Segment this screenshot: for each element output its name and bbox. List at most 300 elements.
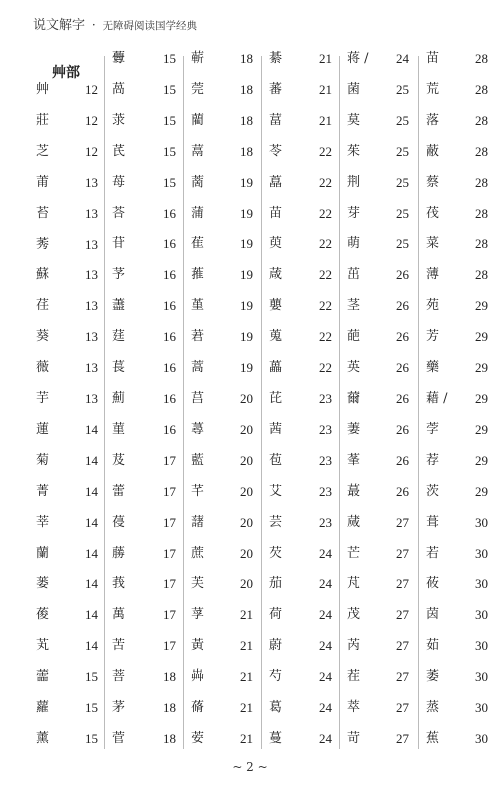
- entry-page-number: 30: [475, 700, 488, 716]
- entry-page-number: 15: [85, 731, 98, 746]
- entry-page-number: 22: [319, 298, 332, 314]
- entry-page-number: 24: [319, 731, 332, 746]
- index-entry: [420, 482, 492, 502]
- entry-character: 茱: [347, 143, 361, 159]
- entry-page-number: 25: [396, 81, 409, 97]
- entry-character: 苔: [36, 205, 50, 221]
- index-entry: [30, 513, 102, 533]
- entry-character: 茬: [347, 669, 361, 685]
- entry-character: 蔓: [269, 731, 283, 746]
- entry-page-number: 16: [163, 329, 176, 345]
- entry-page-number: 20: [240, 483, 253, 499]
- series-subtitle: 无障碍阅读国学经典: [102, 20, 197, 32]
- entry-character: 若: [426, 545, 440, 561]
- entry-character: 蒿: [191, 360, 205, 376]
- entry-character: 莊: [36, 112, 50, 128]
- entry-character: 菜: [426, 236, 440, 252]
- index-entry: [185, 111, 257, 131]
- entry-page-number: 14: [85, 421, 98, 437]
- entry-character: 葠: [112, 514, 126, 530]
- entry-character: 蒇: [347, 514, 361, 530]
- entry-page-number: 19: [240, 236, 253, 252]
- entry-page-number: 17: [163, 638, 176, 654]
- entry-page-number: 29: [475, 421, 488, 437]
- entry-page-number: 27: [396, 607, 409, 623]
- entry-character: 落: [426, 112, 440, 128]
- entry-character: 蕉: [426, 731, 440, 746]
- index-entry: [185, 667, 257, 687]
- index-entry: [106, 451, 180, 471]
- entry-character: 芧: [112, 267, 126, 283]
- index-entry: [30, 173, 102, 193]
- entry-character: 萸: [269, 236, 283, 252]
- entry-character: 芙: [191, 576, 205, 592]
- entry-character: 萃: [347, 700, 361, 716]
- entry-page-number: 30: [475, 731, 488, 746]
- entry-page-number: 22: [319, 267, 332, 283]
- entry-character: 葴: [269, 267, 283, 283]
- index-entry: [263, 636, 336, 656]
- section-title: 艸部: [52, 65, 80, 81]
- index-entry: [106, 667, 180, 687]
- index-entry: [263, 234, 336, 254]
- entry-character: 蕃: [269, 81, 283, 97]
- index-entry: [106, 142, 180, 162]
- entry-character: 蒌: [36, 576, 50, 592]
- entry-character: 蒸: [426, 700, 440, 716]
- index-entry: [263, 451, 336, 471]
- index-entry: [341, 296, 413, 316]
- entry-page-number: 14: [85, 452, 98, 468]
- entry-character: 荌: [191, 731, 205, 746]
- entry-page-number: 13: [85, 174, 98, 190]
- index-column-6: [420, 51, 492, 749]
- entry-page-number: 21: [240, 638, 253, 654]
- index-entry: [185, 729, 257, 749]
- entry-character: 荏: [36, 298, 50, 314]
- index-entry: [341, 667, 413, 687]
- entry-page-number: 25: [396, 174, 409, 190]
- entry-character: 芡: [269, 545, 283, 561]
- entry-page-number: 29: [475, 391, 488, 406]
- entry-character: 芔: [191, 669, 205, 685]
- entry-character: 蔐: [191, 174, 205, 190]
- entry-page-number: 23: [319, 514, 332, 530]
- entry-character: 葩: [347, 329, 361, 345]
- entry-page-number: 24: [319, 576, 332, 592]
- index-entry: [420, 698, 492, 718]
- index-entry: [263, 142, 336, 162]
- entry-character: 苑: [426, 298, 440, 314]
- index-entry: [106, 420, 180, 440]
- entry-character: 菫: [112, 421, 126, 437]
- entry-character: 苗: [426, 51, 440, 66]
- index-entry: [106, 513, 180, 533]
- column-divider: [339, 56, 340, 749]
- entry-page-number: 14: [85, 607, 98, 623]
- entry-page-number: 15: [163, 112, 176, 128]
- index-entry: [263, 544, 336, 564]
- index-entry: [420, 544, 492, 564]
- entry-character: 芸: [269, 514, 283, 530]
- entry-page-number: 22: [319, 360, 332, 376]
- entry-page-number: 27: [396, 669, 409, 685]
- index-entry: [263, 49, 336, 69]
- index-entry: [420, 636, 492, 656]
- entry-page-number: 30: [475, 514, 488, 530]
- index-entry: [420, 358, 492, 378]
- entry-character: 蘇: [36, 267, 50, 283]
- entry-character: 蔽: [426, 143, 440, 159]
- entry-page-number: 26: [396, 452, 409, 468]
- entry-character: 蘿: [36, 700, 50, 716]
- entry-character: 苦: [112, 638, 126, 654]
- entry-character: 藍: [191, 452, 205, 468]
- entry-page-number: 22: [319, 236, 332, 252]
- index-entry: [185, 636, 257, 656]
- index-entry: [341, 513, 413, 533]
- index-entry: [106, 636, 180, 656]
- index-entry: [30, 358, 102, 378]
- book-title: 说文解字: [33, 18, 86, 33]
- entry-character: 藷: [191, 514, 205, 530]
- entry-character: 苷: [112, 236, 126, 252]
- entry-page-number: 16: [163, 205, 176, 221]
- index-entry: [341, 49, 413, 69]
- entry-page-number: 15: [85, 669, 98, 685]
- index-entry: [263, 111, 336, 131]
- index-entry: [341, 389, 413, 409]
- entry-page-number: 24: [319, 607, 332, 623]
- entry-character: 茜: [269, 421, 283, 437]
- entry-page-number: 21: [240, 731, 253, 746]
- index-entry: [30, 389, 102, 409]
- index-entry: [30, 451, 102, 471]
- entry-page-number: 13: [85, 360, 98, 376]
- index-entry: [341, 234, 413, 254]
- entry-page-number: 27: [396, 514, 409, 530]
- entry-page-number: 16: [163, 236, 176, 252]
- entry-character: 蓷: [191, 267, 205, 283]
- entry-page-number: 16: [163, 267, 176, 283]
- entry-character: 蔗: [191, 545, 205, 561]
- entry-page-number: 27: [396, 731, 409, 746]
- entry-character: 茷: [426, 205, 440, 221]
- index-entry: [263, 729, 336, 749]
- entry-character: 莑: [347, 452, 361, 468]
- entry-page-number: 26: [396, 421, 409, 437]
- index-entry: [341, 729, 413, 749]
- index-entry: [185, 327, 257, 347]
- entry-character: 葍: [269, 112, 283, 128]
- entry-page-number: 27: [396, 545, 409, 561]
- entry-character: 莙: [191, 329, 205, 345]
- index-entry: [263, 513, 336, 533]
- index-entry: [185, 296, 257, 316]
- index-entry: [30, 420, 102, 440]
- entry-page-number: 24: [319, 545, 332, 561]
- entry-page-number: 18: [163, 731, 176, 746]
- entry-page-number: 15: [163, 143, 176, 159]
- index-entry: [263, 482, 336, 502]
- column-divider: [183, 56, 184, 749]
- entry-page-number: 29: [475, 483, 488, 499]
- entry-page-number: 19: [240, 174, 253, 190]
- index-entry: [341, 544, 413, 564]
- entry-character: 莜: [426, 576, 440, 592]
- entry-page-number: 25: [396, 205, 409, 221]
- entry-page-number: 21: [319, 112, 332, 128]
- entry-character: 藉 /: [426, 391, 448, 406]
- entry-page-number: 21: [319, 81, 332, 97]
- index-entry: [30, 111, 102, 131]
- entry-character: 萇: [112, 360, 126, 376]
- entry-character: 芊: [191, 483, 205, 499]
- entry-character: 芘: [269, 391, 283, 406]
- index-entry: [420, 296, 492, 316]
- entry-character: 芝: [36, 143, 50, 159]
- index-entry: [341, 358, 413, 378]
- index-entry: [341, 142, 413, 162]
- entry-page-number: 19: [240, 360, 253, 376]
- index-entry: [30, 142, 102, 162]
- index-entry: [341, 420, 413, 440]
- entry-character: 莠: [36, 236, 50, 252]
- index-entry: [420, 173, 492, 193]
- index-entry: [420, 605, 492, 625]
- index-entry: [30, 80, 102, 100]
- index-entry: [420, 265, 492, 285]
- index-entry: [341, 698, 413, 718]
- entry-character: 蕞: [347, 483, 361, 499]
- entry-page-number: 23: [319, 421, 332, 437]
- index-entry: [263, 265, 336, 285]
- entry-page-number: 17: [163, 514, 176, 530]
- index-entry: [106, 358, 180, 378]
- entry-character: 菩: [112, 669, 126, 685]
- index-entry: [341, 173, 413, 193]
- entry-page-number: 30: [475, 607, 488, 623]
- index-entry: [185, 358, 257, 378]
- entry-character: 茄: [269, 576, 283, 592]
- entry-character: 茁: [347, 267, 361, 283]
- entry-character: 莛: [112, 329, 126, 345]
- index-entry: [263, 296, 336, 316]
- index-entry: [420, 729, 492, 749]
- index-entry: [263, 667, 336, 687]
- entry-page-number: 12: [85, 143, 98, 159]
- entry-character: 莞: [191, 81, 205, 97]
- entry-character: 蒐: [269, 329, 283, 345]
- entry-character: 薊: [112, 391, 126, 406]
- entry-page-number: 27: [396, 700, 409, 716]
- entry-character: 葺: [426, 514, 440, 530]
- entry-page-number: 13: [85, 205, 98, 221]
- entry-character: 苺: [112, 174, 126, 190]
- column-divider: [261, 56, 262, 749]
- entry-character: 芍: [269, 669, 283, 685]
- index-entry: [263, 358, 336, 378]
- entry-page-number: 23: [319, 483, 332, 499]
- entry-character: 苞: [269, 452, 283, 468]
- entry-page-number: 17: [163, 545, 176, 561]
- index-entry: [185, 605, 257, 625]
- index-entry: [106, 544, 180, 564]
- entry-page-number: 14: [85, 545, 98, 561]
- entry-page-number: 18: [240, 51, 253, 66]
- index-entry: [106, 80, 180, 100]
- entry-character: 堇: [191, 298, 205, 314]
- index-entry: [263, 173, 336, 193]
- index-entry: [185, 482, 257, 502]
- entry-page-number: 28: [475, 174, 488, 190]
- entry-character: 蘡: [269, 298, 283, 314]
- entry-character: 虋: [112, 51, 126, 66]
- entry-page-number: 19: [240, 298, 253, 314]
- entry-character: 莩: [191, 607, 205, 623]
- entry-page-number: 26: [396, 391, 409, 406]
- entry-character: 蒲: [191, 205, 205, 221]
- index-entry: [30, 729, 102, 749]
- index-entry: [420, 204, 492, 224]
- entry-character: 莒: [191, 391, 205, 406]
- entry-page-number: 16: [163, 391, 176, 406]
- index-entry: [106, 111, 180, 131]
- entry-character: 薄: [426, 267, 440, 283]
- entry-page-number: 19: [240, 267, 253, 283]
- index-entry: [106, 296, 180, 316]
- entry-character: 茵: [426, 607, 440, 623]
- index-entry: [30, 698, 102, 718]
- index-column-5: [341, 51, 413, 749]
- entry-character: 薾: [347, 391, 361, 406]
- entry-page-number: 24: [396, 51, 409, 66]
- entry-page-number: 24: [319, 669, 332, 685]
- index-entry: [341, 574, 413, 594]
- entry-page-number: 24: [319, 638, 332, 654]
- index-entry: [420, 513, 492, 533]
- index-entry: [263, 389, 336, 409]
- entry-character: 蕂: [112, 545, 126, 561]
- index-entry: [30, 667, 102, 687]
- index-entry: [420, 234, 492, 254]
- entry-character: 莆: [36, 174, 50, 190]
- index-entry: [30, 574, 102, 594]
- entry-page-number: 25: [396, 143, 409, 159]
- entry-character: 藥: [426, 360, 440, 376]
- entry-page-number: 13: [85, 298, 98, 314]
- entry-character: 蕲: [191, 51, 205, 66]
- entry-page-number: 29: [475, 452, 488, 468]
- entry-page-number: 29: [475, 360, 488, 376]
- entry-character: 芋: [36, 391, 50, 407]
- entry-page-number: 17: [163, 607, 176, 623]
- entry-character: 藟: [269, 360, 283, 376]
- entry-page-number: 21: [240, 700, 253, 716]
- entry-character: 萬: [112, 607, 126, 623]
- entry-character: 萌: [347, 236, 361, 252]
- entry-page-number: 20: [240, 514, 253, 530]
- entry-page-number: 12: [85, 82, 98, 97]
- entry-page-number: 26: [396, 329, 409, 345]
- entry-page-number: 25: [396, 236, 409, 252]
- entry-character: 莘: [36, 514, 50, 530]
- entry-character: 莍: [112, 112, 126, 128]
- entry-page-number: 29: [475, 329, 488, 345]
- index-entry: [185, 204, 257, 224]
- index-entry: [185, 513, 257, 533]
- entry-character: 藠: [269, 174, 283, 190]
- index-entry: [420, 80, 492, 100]
- entry-character: 菊: [36, 452, 50, 468]
- index-entry: [185, 574, 257, 594]
- entry-character: 茅: [112, 700, 126, 716]
- entry-character: 藎: [112, 298, 126, 314]
- entry-character: 蒚: [191, 143, 205, 159]
- index-entry: [263, 574, 336, 594]
- index-entry: [30, 482, 102, 502]
- entry-character: 黃: [191, 638, 205, 654]
- index-entry: [420, 142, 492, 162]
- entry-character: 萵: [112, 81, 126, 97]
- index-entry: [420, 667, 492, 687]
- index-entry: [30, 265, 102, 285]
- entry-page-number: 22: [319, 174, 332, 190]
- entry-character: 葛: [269, 700, 283, 716]
- entry-character: 蕾: [112, 483, 126, 499]
- entry-page-number: 27: [396, 638, 409, 654]
- entry-character: 葵: [36, 329, 50, 345]
- entry-character: 茎: [347, 298, 361, 314]
- entry-page-number: 15: [85, 700, 98, 716]
- entry-page-number: 22: [319, 143, 332, 159]
- index-entry: [185, 173, 257, 193]
- entry-character: 荆: [347, 174, 361, 190]
- entry-page-number: 28: [475, 51, 488, 66]
- entry-character: 蓨: [191, 700, 205, 716]
- index-entry: [106, 49, 180, 69]
- index-entry: [30, 327, 102, 347]
- entry-character: 芳: [426, 329, 440, 345]
- entry-page-number: 18: [163, 669, 176, 685]
- index-entry: [263, 698, 336, 718]
- entry-character: 荐: [426, 452, 440, 468]
- entry-character: 芒: [347, 545, 361, 561]
- entry-page-number: 15: [163, 51, 176, 66]
- entry-page-number: 14: [85, 514, 98, 530]
- entry-character: 荷: [269, 607, 283, 623]
- entry-character: 蕁: [191, 421, 205, 437]
- entry-page-number: 28: [475, 236, 488, 252]
- index-entry: [30, 204, 102, 224]
- entry-character: 蔡: [426, 174, 440, 190]
- entry-page-number: 30: [475, 576, 488, 592]
- index-column-3: [185, 51, 257, 749]
- entry-page-number: 18: [240, 143, 253, 159]
- index-entry: [106, 729, 180, 749]
- page-number: ~ 2 ~: [232, 760, 268, 774]
- entry-page-number: 13: [85, 391, 98, 407]
- entry-page-number: 26: [396, 298, 409, 314]
- entry-page-number: 26: [396, 267, 409, 283]
- entry-page-number: 14: [85, 483, 98, 499]
- entry-character: 萋: [347, 421, 361, 437]
- entry-page-number: 26: [396, 360, 409, 376]
- entry-page-number: 30: [475, 638, 488, 654]
- index-entry: [30, 235, 102, 255]
- entry-character: 芨: [112, 452, 126, 468]
- entry-character: 藺: [191, 112, 205, 128]
